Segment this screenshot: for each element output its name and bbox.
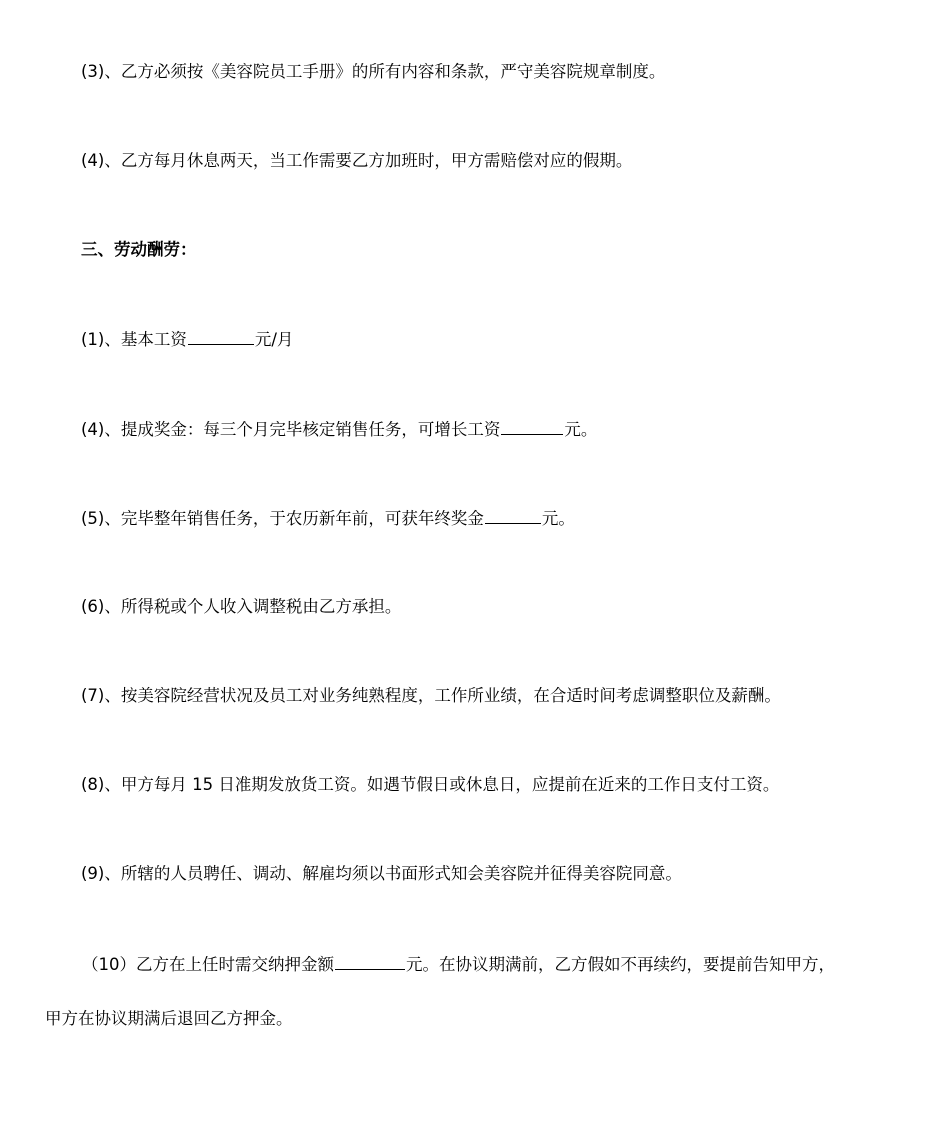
deposit-blank (335, 953, 405, 970)
pay-clause-1-after: 元/月 (254, 330, 294, 349)
clause-3-text: (3)、乙方必须按《美容院员工手册》的所有内容和条款，严守美容院规章制度。 (81, 62, 666, 81)
pay-clause-8 (81, 774, 779, 796)
section-heading-labor-pay (81, 239, 197, 261)
pay-clause-1-before: (1)、基本工资 (81, 330, 187, 349)
pay-clause-4-before: (4)、提成奖金：每三个月完毕核定销售任务，可增长工资 (81, 420, 501, 439)
pay-clause-4 (81, 418, 597, 441)
pay-clause-5-after: 元。 (541, 509, 575, 528)
year-end-bonus-blank (485, 507, 541, 524)
pay-clause-4-after: 元。 (564, 420, 598, 439)
pay-clause-10-before: （10）乙方在上任时需交纳押金额 (82, 955, 334, 974)
pay-clause-9-text: (9)、所辖的人员聘任、调动、解雇均须以书面形式知会美容院并征得美容院同意。 (81, 864, 682, 883)
pay-clause-5 (81, 507, 575, 530)
pay-clause-7 (81, 685, 781, 707)
clause-3 (81, 61, 665, 83)
pay-clause-10-after: 元。在协议期满前，乙方假如不再续约，要提前告知甲方， (406, 955, 835, 974)
pay-clause-10 (82, 953, 835, 976)
pay-clause-5-before: (5)、完毕整年销售任务，于农历新年前，可获年终奖金 (81, 509, 484, 528)
pay-clause-8-text: (8)、甲方每月 15 日准期发放货工资。如遇节假日或休息日，应提前在近来的工作日支付工资。 (81, 775, 780, 794)
pay-clause-6-text: (6)、所得税或个人收入调整税由乙方承担。 (81, 597, 402, 616)
pay-clause-10-continuation (45, 1008, 293, 1030)
pay-clause-6 (81, 596, 401, 618)
pay-clause-7-text: (7)、按美容院经营状况及员工对业务纯熟程度，工作所业绩，在合适时间考虑调整职位及薪酬。 (81, 686, 781, 705)
section-heading-text: 三、劳动酬劳： (81, 240, 197, 259)
bonus-raise-blank (501, 418, 563, 435)
pay-clause-1 (81, 328, 293, 351)
clause-4-rest (81, 150, 632, 172)
pay-clause-10-continuation-text: 甲方在协议期满后退回乙方押金。 (45, 1009, 293, 1028)
pay-clause-9 (81, 863, 682, 885)
base-salary-blank (188, 328, 254, 345)
clause-4-rest-text: (4)、乙方每月休息两天，当工作需要乙方加班时，甲方需赔偿对应的假期。 (81, 151, 633, 170)
